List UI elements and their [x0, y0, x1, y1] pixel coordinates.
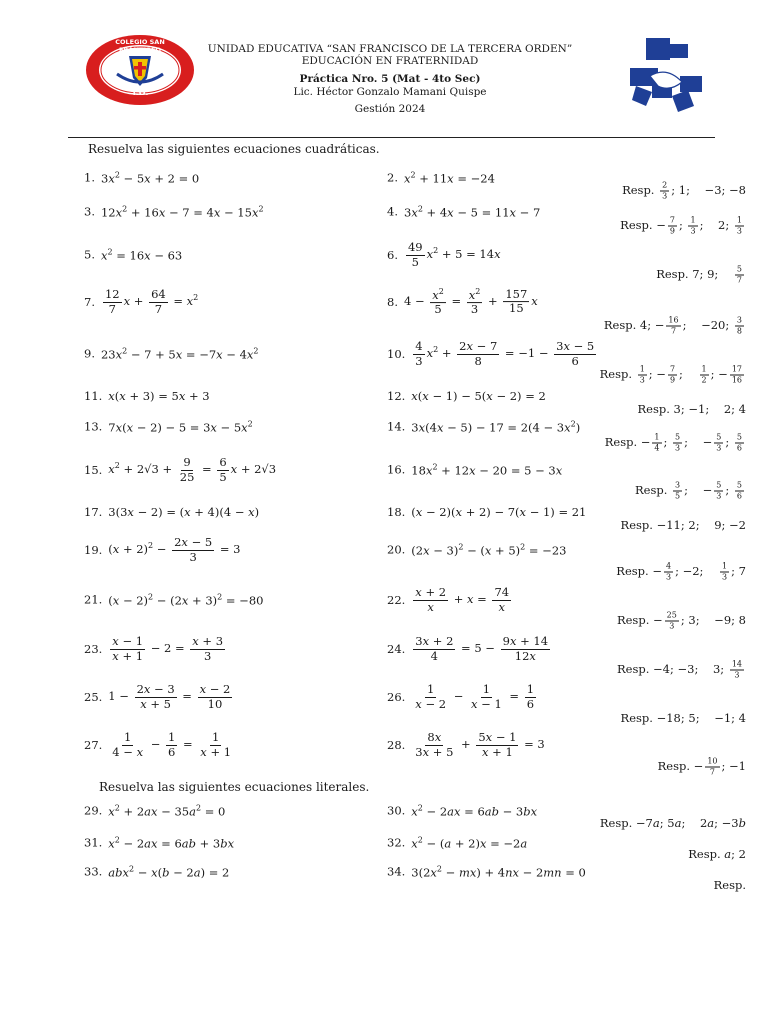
- answer-17: Resp.: [713, 878, 746, 892]
- equation-number: 27.: [84, 738, 103, 752]
- equation-number: 5.: [84, 247, 95, 262]
- teacher-name: Lic. Héctor Gonzalo Mamani Quispe: [293, 86, 487, 98]
- equation-number: 20.: [387, 542, 406, 557]
- equation-number: 30.: [387, 803, 406, 818]
- equation-number: 34.: [387, 864, 406, 879]
- equation-1: [84, 171, 199, 186]
- equation-3: [84, 205, 264, 220]
- seal-initials: T.O.: [131, 88, 149, 97]
- equation-number: 6.: [387, 248, 398, 262]
- equation-23: [84, 636, 227, 662]
- equation-number: 11.: [84, 389, 103, 403]
- answer-6: Resp. 3; −1; 2; 4: [637, 402, 746, 416]
- equation-28: [387, 732, 545, 758]
- equation-number: 14.: [387, 419, 406, 434]
- practice-title: Práctica Nro. 5 (Mat - 4to Sec): [299, 73, 481, 85]
- equation-number: 10.: [387, 347, 406, 361]
- equation-27: [84, 732, 235, 758]
- equation-22: [387, 587, 513, 613]
- equation-12: [387, 389, 546, 403]
- equation-number: 25.: [84, 690, 103, 704]
- equation-26: [387, 684, 538, 710]
- answer-4: Resp. 4; − $\frac{16}{7}$ ; −20; $\frac{3}{8}$: [603, 315, 742, 336]
- equation-number: 9.: [84, 346, 95, 361]
- equation-6: [387, 242, 501, 268]
- answer-11: Resp. − $\frac{25}{3}$ ; 3; −9; 8: [616, 610, 746, 631]
- equation-number: 21.: [84, 592, 103, 607]
- equation-number: 28.: [387, 738, 406, 752]
- equation-8: [387, 288, 538, 316]
- equation-expression: $12x^2 + 16x - 7 = 4x - 15x^2$: [100, 204, 264, 220]
- equation-number: 18.: [387, 505, 406, 519]
- equation-expression: $3x(4x - 5) - 17 = 2(4 - 3x^2)$: [411, 419, 581, 435]
- equation-number: 15.: [84, 463, 103, 477]
- equation-expression: $x^2 + 11x = -24$: [403, 170, 495, 186]
- equation-expression: $\frac{12}{7}$ x + $\frac{64}{7}$ = $x^2$: [104, 287, 199, 316]
- equation-expression: $3x^2 + 4x - 5 = 11x - 7$: [403, 204, 541, 220]
- equation-7: [84, 289, 198, 315]
- equation-expression: $(2x - 3)^2 - (x + 5)^2 = -23$: [411, 542, 567, 558]
- equation-18: [387, 505, 586, 519]
- answer-3: Resp. 7; 9; $\frac{5}{7}$: [656, 264, 742, 285]
- equation-24: [387, 636, 552, 662]
- equation-expression: (x − 2)(x + 2) − 7(x − 1) = 21: [411, 505, 587, 519]
- equation-expression: $23x^2 - 7 + 5x = -7x - 4x^2$: [100, 346, 259, 362]
- equation-13: [84, 420, 253, 435]
- equation-10: [387, 341, 598, 367]
- answer-16: Resp. a; 2: [688, 847, 746, 861]
- equation-number: 33.: [84, 864, 103, 879]
- equation-expression: 1 − $\frac{2x - 3}{x + 5}$ = $\frac{x - 2}{10}$: [108, 682, 231, 711]
- equation-expression: $x^2 + 2ax - 35a^2 = 0$: [108, 803, 226, 819]
- equation-14: [387, 420, 580, 435]
- equation-17: [84, 505, 259, 519]
- equation-33: [84, 865, 229, 880]
- school-name: UNIDAD EDUCATIVA “SAN FRANCISCO DE LA TERCERA ORDEN”: [207, 43, 573, 55]
- equation-expression: $7x(x - 2) - 5 = 3x - 5x^2$: [108, 419, 253, 435]
- fraternity-logo: [622, 36, 712, 116]
- equation-expression: abx$^2$ − x(b − 2a) = 2: [108, 864, 230, 880]
- equation-number: 24.: [387, 642, 406, 656]
- equation-expression: $\frac{49}{5}$ $x^2 + 5 = 14x$: [407, 240, 501, 269]
- equation-31: [84, 836, 234, 851]
- answer-2: Resp. − $\frac{7}{9}$ ; $\frac{1}{3}$ ; 2; $\frac{1}{3}$: [620, 215, 742, 236]
- equation-expression: $x^2 - 2ax = 6ab - 3bx$: [411, 803, 538, 819]
- answer-15: Resp. −7a; 5a; 2a; −3b: [599, 816, 746, 830]
- equation-19: [84, 537, 240, 563]
- equation-expression: $3x^2 - 5x + 2 = 0$: [100, 170, 200, 186]
- school-year: Gestión 2024: [354, 103, 426, 115]
- equation-4: [387, 205, 540, 220]
- answer-7: Resp. − $\frac{1}{4}$ ; $\frac{5}{3}$ ; − $\frac{5}{3}$ ; $\frac{5}{6}$: [604, 432, 742, 453]
- equation-5: [84, 248, 182, 263]
- equation-11: [84, 389, 210, 403]
- equation-32: [387, 836, 527, 851]
- equation-number: 23.: [84, 642, 103, 656]
- equation-number: 16.: [387, 462, 406, 477]
- header-divider: [68, 137, 715, 138]
- equation-2: [387, 171, 495, 186]
- equation-number: 32.: [387, 835, 406, 850]
- equation-expression: $\frac{1}{x - 2}$ − $\frac{1}{x - 1}$ = $\frac{1}{6}$: [415, 682, 535, 711]
- answer-10: Resp. − $\frac{4}{3}$ ; −2; $\frac{1}{3}$ ; 7: [616, 561, 746, 582]
- equation-29: [84, 804, 225, 819]
- equation-expression: $\frac{x + 2}{x}$ + x = $\frac{74}{x}$: [415, 585, 510, 614]
- equation-expression: x(x + 3) = 5x + 3: [108, 389, 210, 403]
- instructions-quadratic: Resuelva las siguientes ecuaciones cuadráticas.: [88, 142, 380, 156]
- answer-12: Resp. −4; −3; 3; $\frac{14}{3}$: [616, 659, 742, 680]
- equation-expression: $x^2 = 16x - 63$: [100, 247, 183, 263]
- equation-number: 31.: [84, 835, 103, 850]
- equation-21: [84, 593, 263, 608]
- equation-number: 7.: [84, 295, 95, 309]
- equation-30: [387, 804, 537, 819]
- equation-expression: $x^2 + 2√3$ + $\frac{9}{25}$ = $\frac{6}{5}$ x + 2√3: [108, 455, 277, 484]
- equation-expression: $x^2 - 2ax = 6ab + 3bx$: [108, 835, 235, 851]
- seal-text: COLEGIO SAN FRANCISCO: [115, 38, 165, 54]
- equation-expression: $x^2 - (a + 2)x = -2a$: [411, 835, 528, 851]
- answer-5: Resp. $\frac{1}{3}$ ; − $\frac{7}{9}$ ; $\frac{1}{2}$ ; − $\frac{17}{16}$: [599, 364, 742, 385]
- equation-16: [387, 463, 562, 478]
- equation-9: [84, 347, 259, 362]
- equation-20: [387, 543, 566, 558]
- equation-expression: $\frac{4}{3}$ $x^2$ + $\frac{2x - 7}{8}$ = −1 − $\frac{3x - 5}{6}$: [415, 339, 595, 368]
- equation-number: 1.: [84, 170, 95, 185]
- equation-number: 13.: [84, 419, 103, 434]
- equation-expression: $\frac{x - 1}{x + 1}$ − 2 = $\frac{x + 3}{3}$: [112, 634, 224, 663]
- equation-number: 3.: [84, 204, 95, 219]
- answer-1: Resp. $\frac{2}{3}$ ; 1; −3; −8: [622, 180, 746, 201]
- equation-number: 4.: [387, 204, 398, 219]
- equation-number: 17.: [84, 505, 103, 519]
- equation-number: 2.: [387, 170, 398, 185]
- answer-9: Resp. −11; 2; 9; −2: [620, 518, 746, 532]
- equation-expression: x(x − 1) − 5(x − 2) = 2: [411, 389, 546, 403]
- equation-number: 12.: [387, 389, 406, 403]
- equation-number: 19.: [84, 543, 103, 557]
- equation-expression: $18x^2 + 12x - 20 = 5 - 3x$: [411, 462, 563, 478]
- equation-number: 26.: [387, 690, 406, 704]
- answer-14: Resp. − $\frac{10}{7}$ ; −1: [657, 756, 746, 777]
- equation-expression: $(x - 2)^2 - (2x + 3)^2 = -80$: [108, 592, 264, 608]
- equation-expression: $(x + 2)^2$ − $\frac{2x - 5}{3}$ = 3: [108, 535, 241, 564]
- equation-expression: $3(2x^2 - mx) + 4nx - 2mn = 0$: [411, 864, 586, 880]
- equation-expression: $\frac{3x + 2}{4}$ = 5 − $\frac{9x + 14}{12x}$: [415, 634, 549, 663]
- answer-13: Resp. −18; 5; −1; 4: [620, 711, 746, 725]
- answer-8: Resp. $\frac{3}{5}$ ; − $\frac{5}{3}$ ; $\frac{5}{6}$: [635, 480, 742, 501]
- school-motto: EDUCACIÓN EN FRATERNIDAD: [301, 55, 479, 67]
- equation-expression: $\frac{1}{4 - x}$ − $\frac{1}{6}$ = $\frac{1}{x + 1}$: [112, 730, 232, 759]
- instructions-literal: Resuelva las siguientes ecuaciones literales.: [99, 780, 370, 794]
- equation-34: [387, 865, 586, 880]
- equation-expression: 4 − $\frac{x^2}{5}$ = $\frac{x^2}{3}$ + $\frac{157}{15}$ x: [403, 286, 538, 317]
- equation-25: [84, 684, 234, 710]
- equation-15: [84, 457, 276, 483]
- equation-number: 22.: [387, 593, 406, 607]
- equation-number: 8.: [387, 294, 398, 309]
- equation-number: 29.: [84, 803, 103, 818]
- equation-expression: 3(3x − 2) = (x + 4)(4 − x): [108, 505, 260, 519]
- equation-expression: $\frac{8x}{3x + 5}$ + $\frac{5x - 1}{x + 1}$ = 3: [415, 730, 545, 759]
